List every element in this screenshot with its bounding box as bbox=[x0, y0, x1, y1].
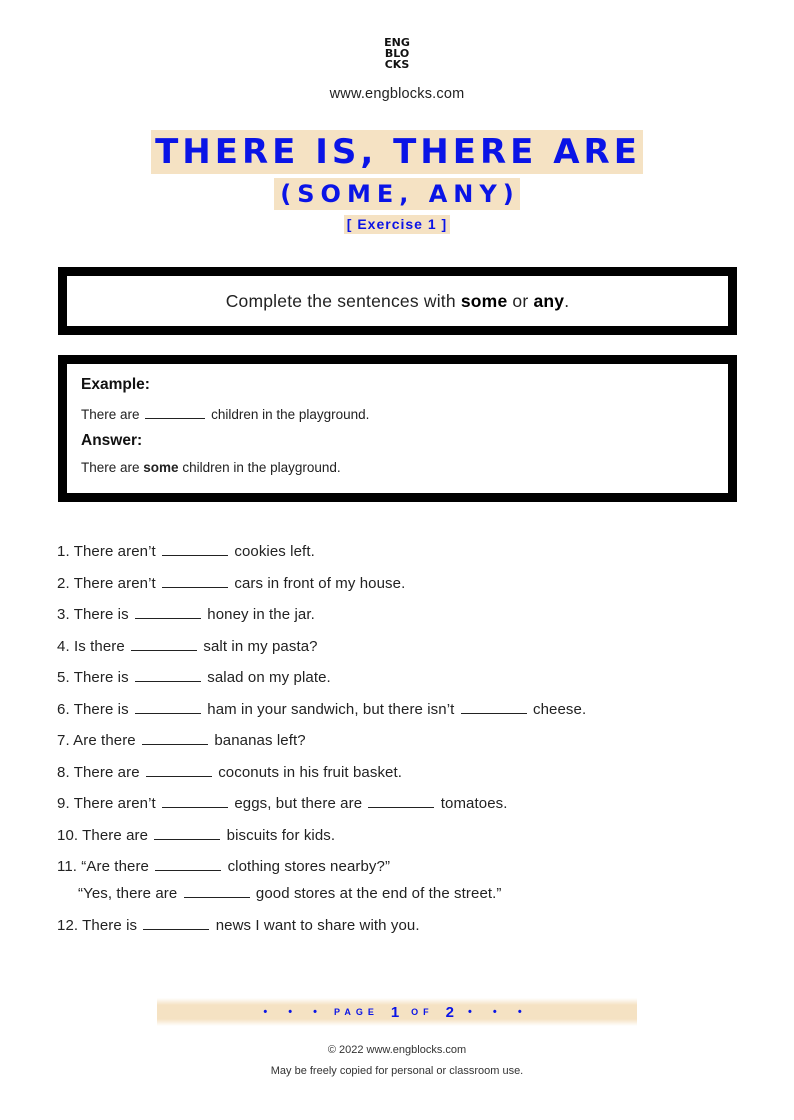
answer-blank[interactable] bbox=[162, 573, 228, 588]
page-word: PAGE bbox=[333, 1007, 379, 1017]
exercise-label-block bbox=[0, 215, 794, 234]
answer-blank[interactable] bbox=[143, 915, 209, 930]
decorative-dots: • • • bbox=[468, 1006, 531, 1018]
exercise-label: [ Exercise 1 ] bbox=[344, 215, 450, 234]
page-number: 1 bbox=[390, 1003, 400, 1021]
answer-blank[interactable] bbox=[184, 883, 250, 898]
title-block bbox=[0, 130, 794, 174]
question-item: 7. Are there bananas left? bbox=[57, 732, 306, 749]
logo-line: CKS bbox=[384, 58, 410, 71]
example-heading: Example: bbox=[81, 376, 150, 393]
question-item: “Yes, there are good stores at the end of the street.” bbox=[78, 885, 502, 902]
usage-note: May be freely copied for personal or classroom use. bbox=[270, 1065, 524, 1077]
page-subtitle: (SOME, ANY) bbox=[274, 178, 519, 210]
instruction-box bbox=[58, 267, 737, 335]
engblocks-logo bbox=[0, 37, 794, 70]
decorative-dots: • • • bbox=[263, 1006, 326, 1018]
answer-heading: Answer: bbox=[81, 432, 143, 449]
question-item: 4. Is there salt in my pasta? bbox=[57, 638, 318, 655]
answer-blank[interactable] bbox=[131, 636, 197, 651]
answer-blank[interactable] bbox=[368, 793, 434, 808]
answer-sentence: There are some children in the playground. bbox=[81, 460, 341, 475]
page-title: THERE IS, THERE ARE bbox=[151, 130, 643, 174]
answer-blank[interactable] bbox=[162, 541, 228, 556]
subtitle-block bbox=[0, 178, 794, 210]
question-item: 8. There are coconuts in his fruit basket. bbox=[57, 764, 403, 781]
answer-blank[interactable] bbox=[135, 699, 201, 714]
example-sentence: There are children in the playground. bbox=[81, 404, 728, 432]
answer-blank[interactable] bbox=[162, 793, 228, 808]
answer-blank[interactable] bbox=[135, 667, 201, 682]
copyright: © 2022 www.engblocks.com bbox=[327, 1044, 467, 1056]
of-word: OF bbox=[411, 1007, 434, 1017]
page-indicator bbox=[157, 998, 637, 1026]
question-item: 12. There is news I want to share with you. bbox=[57, 917, 420, 934]
question-item: 5. There is salad on my plate. bbox=[57, 669, 331, 686]
instruction-word-some: some bbox=[460, 290, 508, 311]
answer-blank bbox=[145, 404, 205, 419]
instruction-word-any: any bbox=[533, 290, 565, 311]
answer-blank[interactable] bbox=[461, 699, 527, 714]
answer-blank[interactable] bbox=[155, 856, 221, 871]
logo-line: BLO bbox=[384, 47, 410, 60]
logo-line: ENG bbox=[384, 36, 410, 49]
answer-blank[interactable] bbox=[146, 762, 212, 777]
answer-blank[interactable] bbox=[154, 825, 220, 840]
question-item: 6. There is ham in your sandwich, but there isn’t cheese. bbox=[57, 701, 587, 718]
question-item: 11. “Are there clothing stores nearby?” bbox=[57, 858, 391, 875]
question-item: 3. There is honey in the jar. bbox=[57, 606, 315, 623]
question-item: 1. There aren’t cookies left. bbox=[57, 543, 315, 560]
question-item: 2. There aren’t cars in front of my house. bbox=[57, 575, 406, 592]
site-url[interactable]: www.engblocks.com bbox=[329, 86, 465, 102]
answer-blank[interactable] bbox=[142, 730, 208, 745]
example-box bbox=[58, 355, 737, 502]
page-total: 2 bbox=[445, 1003, 455, 1021]
instruction-text: Complete the sentences with some or any. bbox=[225, 290, 570, 311]
answer-blank[interactable] bbox=[135, 604, 201, 619]
question-item: 9. There aren’t eggs, but there are tomatoes. bbox=[57, 795, 508, 812]
question-item: 10. There are biscuits for kids. bbox=[57, 827, 336, 844]
